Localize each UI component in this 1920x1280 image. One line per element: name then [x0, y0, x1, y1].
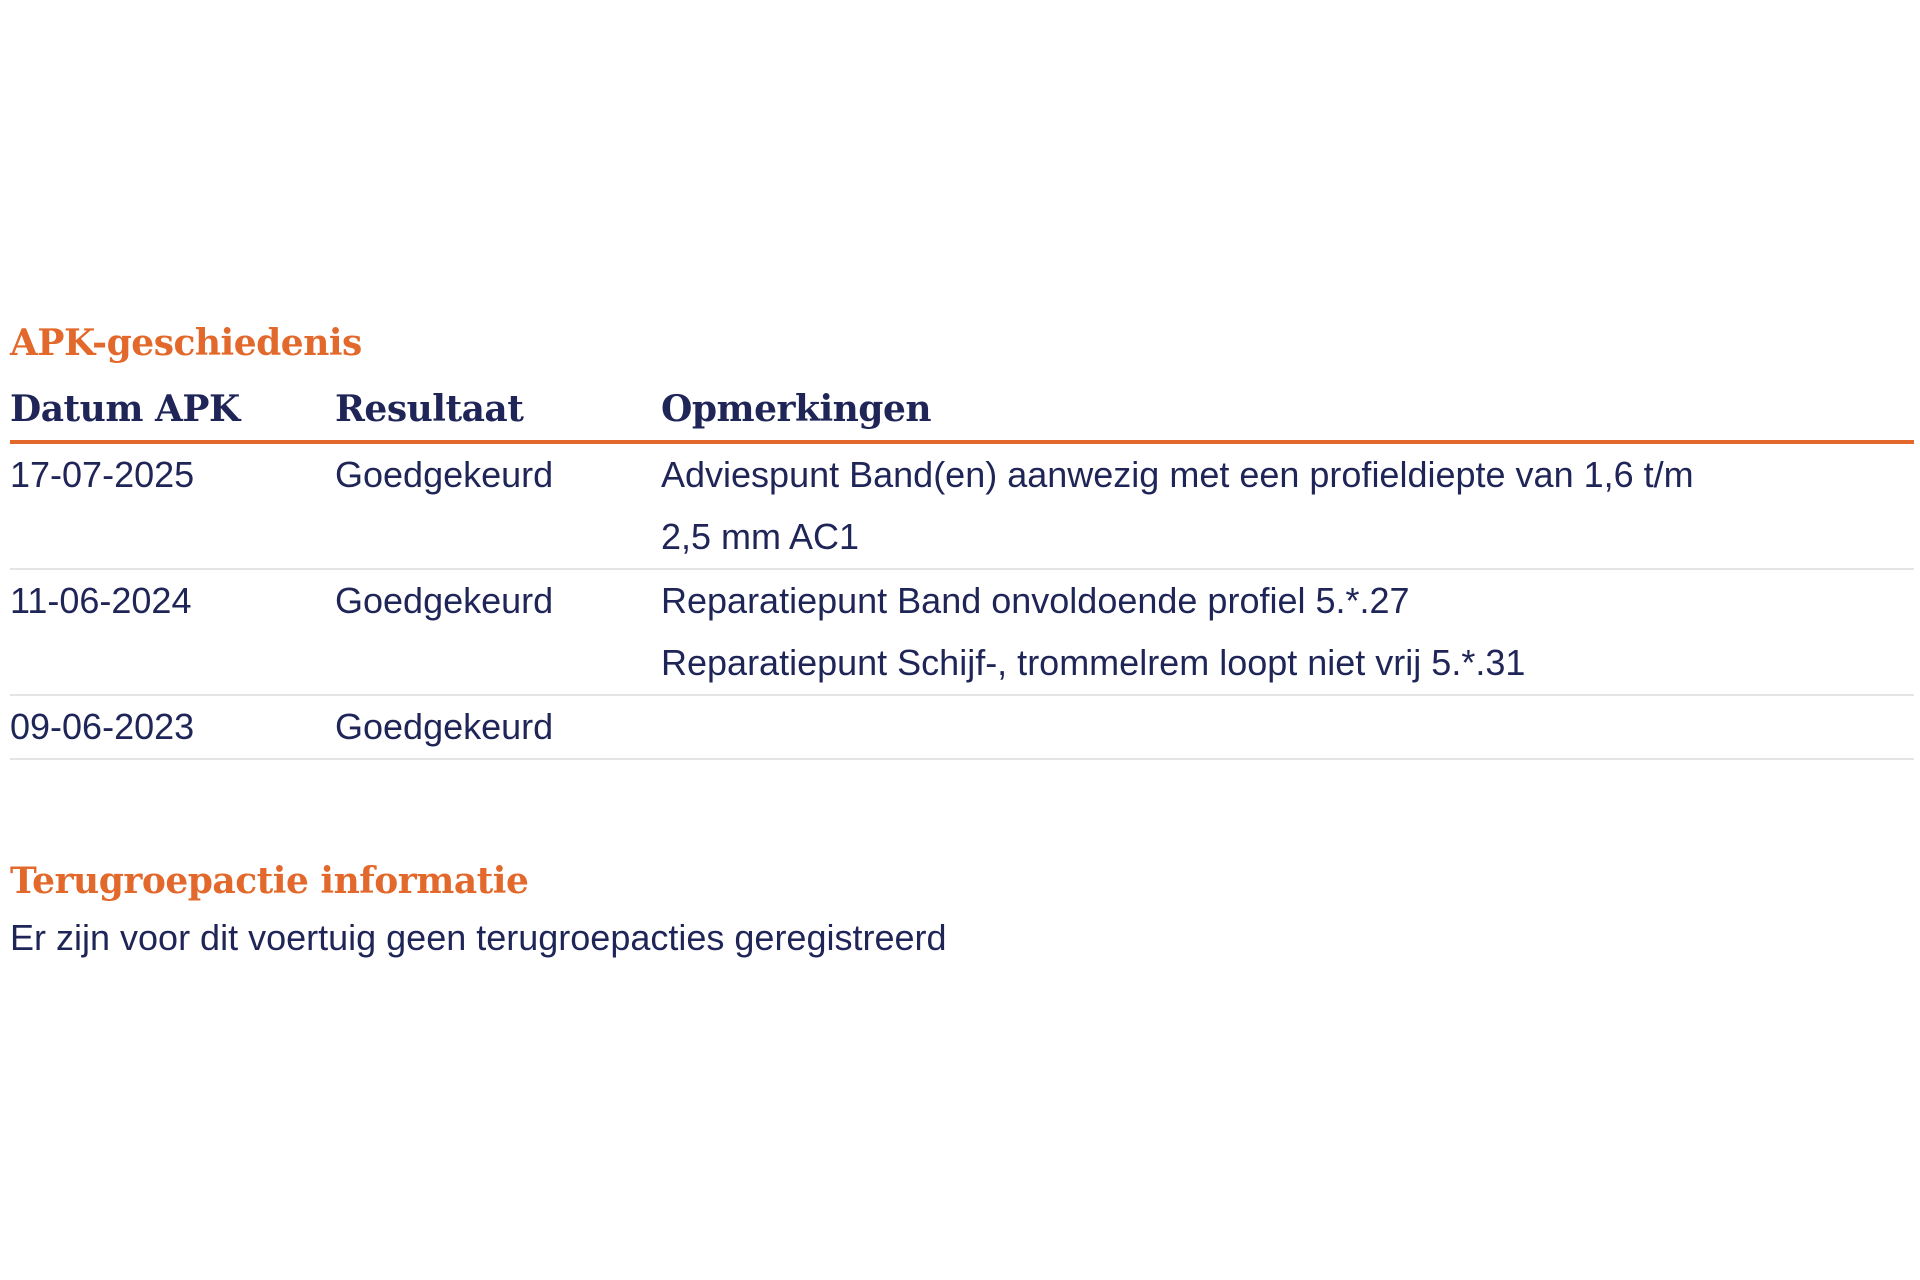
- cell-notes: [661, 569, 1914, 695]
- note-line: 2,5 mm AC1: [661, 516, 860, 557]
- recall-message: Er zijn voor dit voertuig geen terugroepacties geregistreerd: [10, 917, 947, 958]
- table-row: [10, 569, 1914, 695]
- table-row: [10, 695, 1914, 759]
- recall-title: Terugroepactie informatie: [10, 860, 529, 902]
- column-header-date: Datum APK: [10, 370, 335, 442]
- cell-date: 11-06-2024: [10, 569, 335, 695]
- page-content: [10, 316, 1914, 968]
- table-row: [10, 442, 1914, 569]
- note-line: Reparatiepunt Band onvoldoende profiel 5.*.27: [661, 580, 1410, 621]
- note-line: Adviespunt Band(en) aanwezig met een profieldiepte van 1,6 t/m: [661, 454, 1694, 495]
- cell-result: Goedgekeurd: [335, 695, 661, 759]
- cell-result: Goedgekeurd: [335, 442, 661, 569]
- apk-history-table: [10, 370, 1914, 760]
- column-header-notes: Opmerkingen: [661, 370, 1914, 442]
- apk-history-title: APK-geschiedenis: [10, 322, 362, 364]
- cell-date: 17-07-2025: [10, 442, 335, 569]
- section-spacer: [10, 760, 1914, 854]
- cell-result: Goedgekeurd: [335, 569, 661, 695]
- cell-date: 09-06-2023: [10, 695, 335, 759]
- note-line: Reparatiepunt Schijf-, trommelrem loopt niet vrij 5.*.31: [661, 642, 1526, 683]
- cell-notes: [661, 442, 1914, 569]
- column-header-result: Resultaat: [335, 370, 661, 442]
- cell-notes: [661, 695, 1914, 759]
- table-header-row: [10, 370, 1914, 442]
